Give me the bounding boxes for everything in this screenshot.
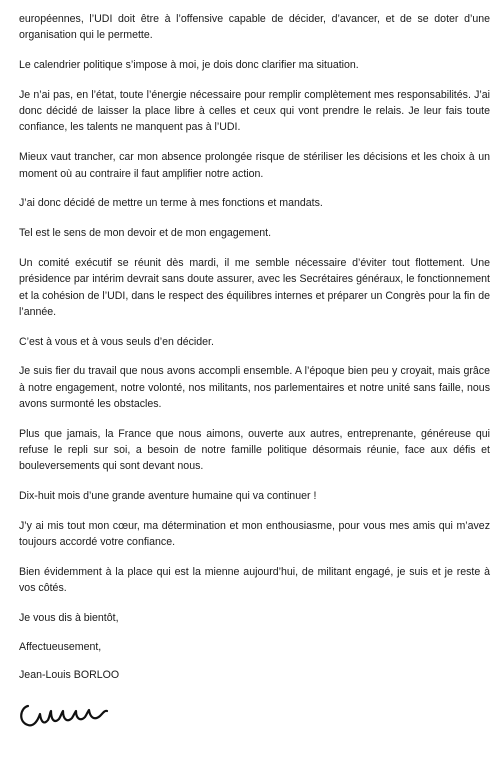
paragraph-energy: Je n’ai pas, en l’état, toute l’énergie nécessaire pour remplir complètement mes responsabilités. J’ai donc décidé de laisser la place libre à celles et ceux qui vont prendre le relais. Je leur fais toute confiance, les talents ne manquent pas à l’UDI.: [19, 88, 490, 134]
paragraph-calendar: Le calendrier politique s’impose à moi, je dois donc clarifier ma situation.: [19, 59, 359, 72]
paragraph-choice: C’est à vous et à vous seuls d’en décider.: [19, 335, 214, 348]
paragraph-committee: Un comité exécutif se réunit dès mardi, il me semble nécessaire d’éviter tout flottement. Une présidence par intérim devrait sans doute assurer, avec les Secrétaires généraux, le fonctionnement et la cohésion de l’UDI, dans le respect des équilibres internes et préparer un Congrès pour la fin de l’année.: [19, 256, 490, 318]
paragraph-duty: Tel est le sens de mon devoir et de mon engagement.: [19, 227, 272, 240]
closing-see-you: Je vous dis à bientôt,: [19, 612, 119, 625]
author-name: Jean-Louis BORLOO: [19, 668, 120, 681]
closing-affection: Affectueusement,: [19, 640, 102, 653]
paragraph-opening: européennes, l’UDI doit être à l’offensive capable de décider, d’avancer, et de se doter d’une organisation qui le permette.: [19, 13, 490, 42]
paragraph-militant: Bien évidemment à la place qui est la mienne aujourd’hui, de militant engagé, je suis et je reste à vos côtés.: [19, 566, 490, 595]
paragraph-decide: Mieux vaut trancher, car mon absence prolongée risque de stériliser les décisions et les choix à un moment où au contraire il faut amplifier notre action.: [19, 151, 490, 180]
paragraph-resign: J’ai donc décidé de mettre un terme à mes fonctions et mandats.: [19, 197, 323, 210]
handwritten-signature: [16, 692, 136, 734]
paragraph-adventure: Dix-huit mois d’une grande aventure humaine qui va continuer !: [19, 490, 317, 503]
paragraph-pride: Je suis fier du travail que nous avons accompli ensemble. A l’époque bien peu y croyait, mais grâce à notre engagement, notre volonté, nos militants, nos parlementaires et notre unité sans faille, nous avons surmonté les obstacles.: [19, 365, 490, 411]
paragraph-france: Plus que jamais, la France que nous aimons, ouverte aux autres, entreprenante, généreuse qui refuse le repli sur soi, a besoin de notre famille politique désormais réunie, face aux défis et bouleversements qui sont devant nous.: [19, 427, 490, 473]
paragraph-heart: J’y ai mis tout mon cœur, ma détermination et mon enthousiasme, pour vous mes amis qui m’avez toujours accordé votre confiance.: [19, 520, 490, 549]
